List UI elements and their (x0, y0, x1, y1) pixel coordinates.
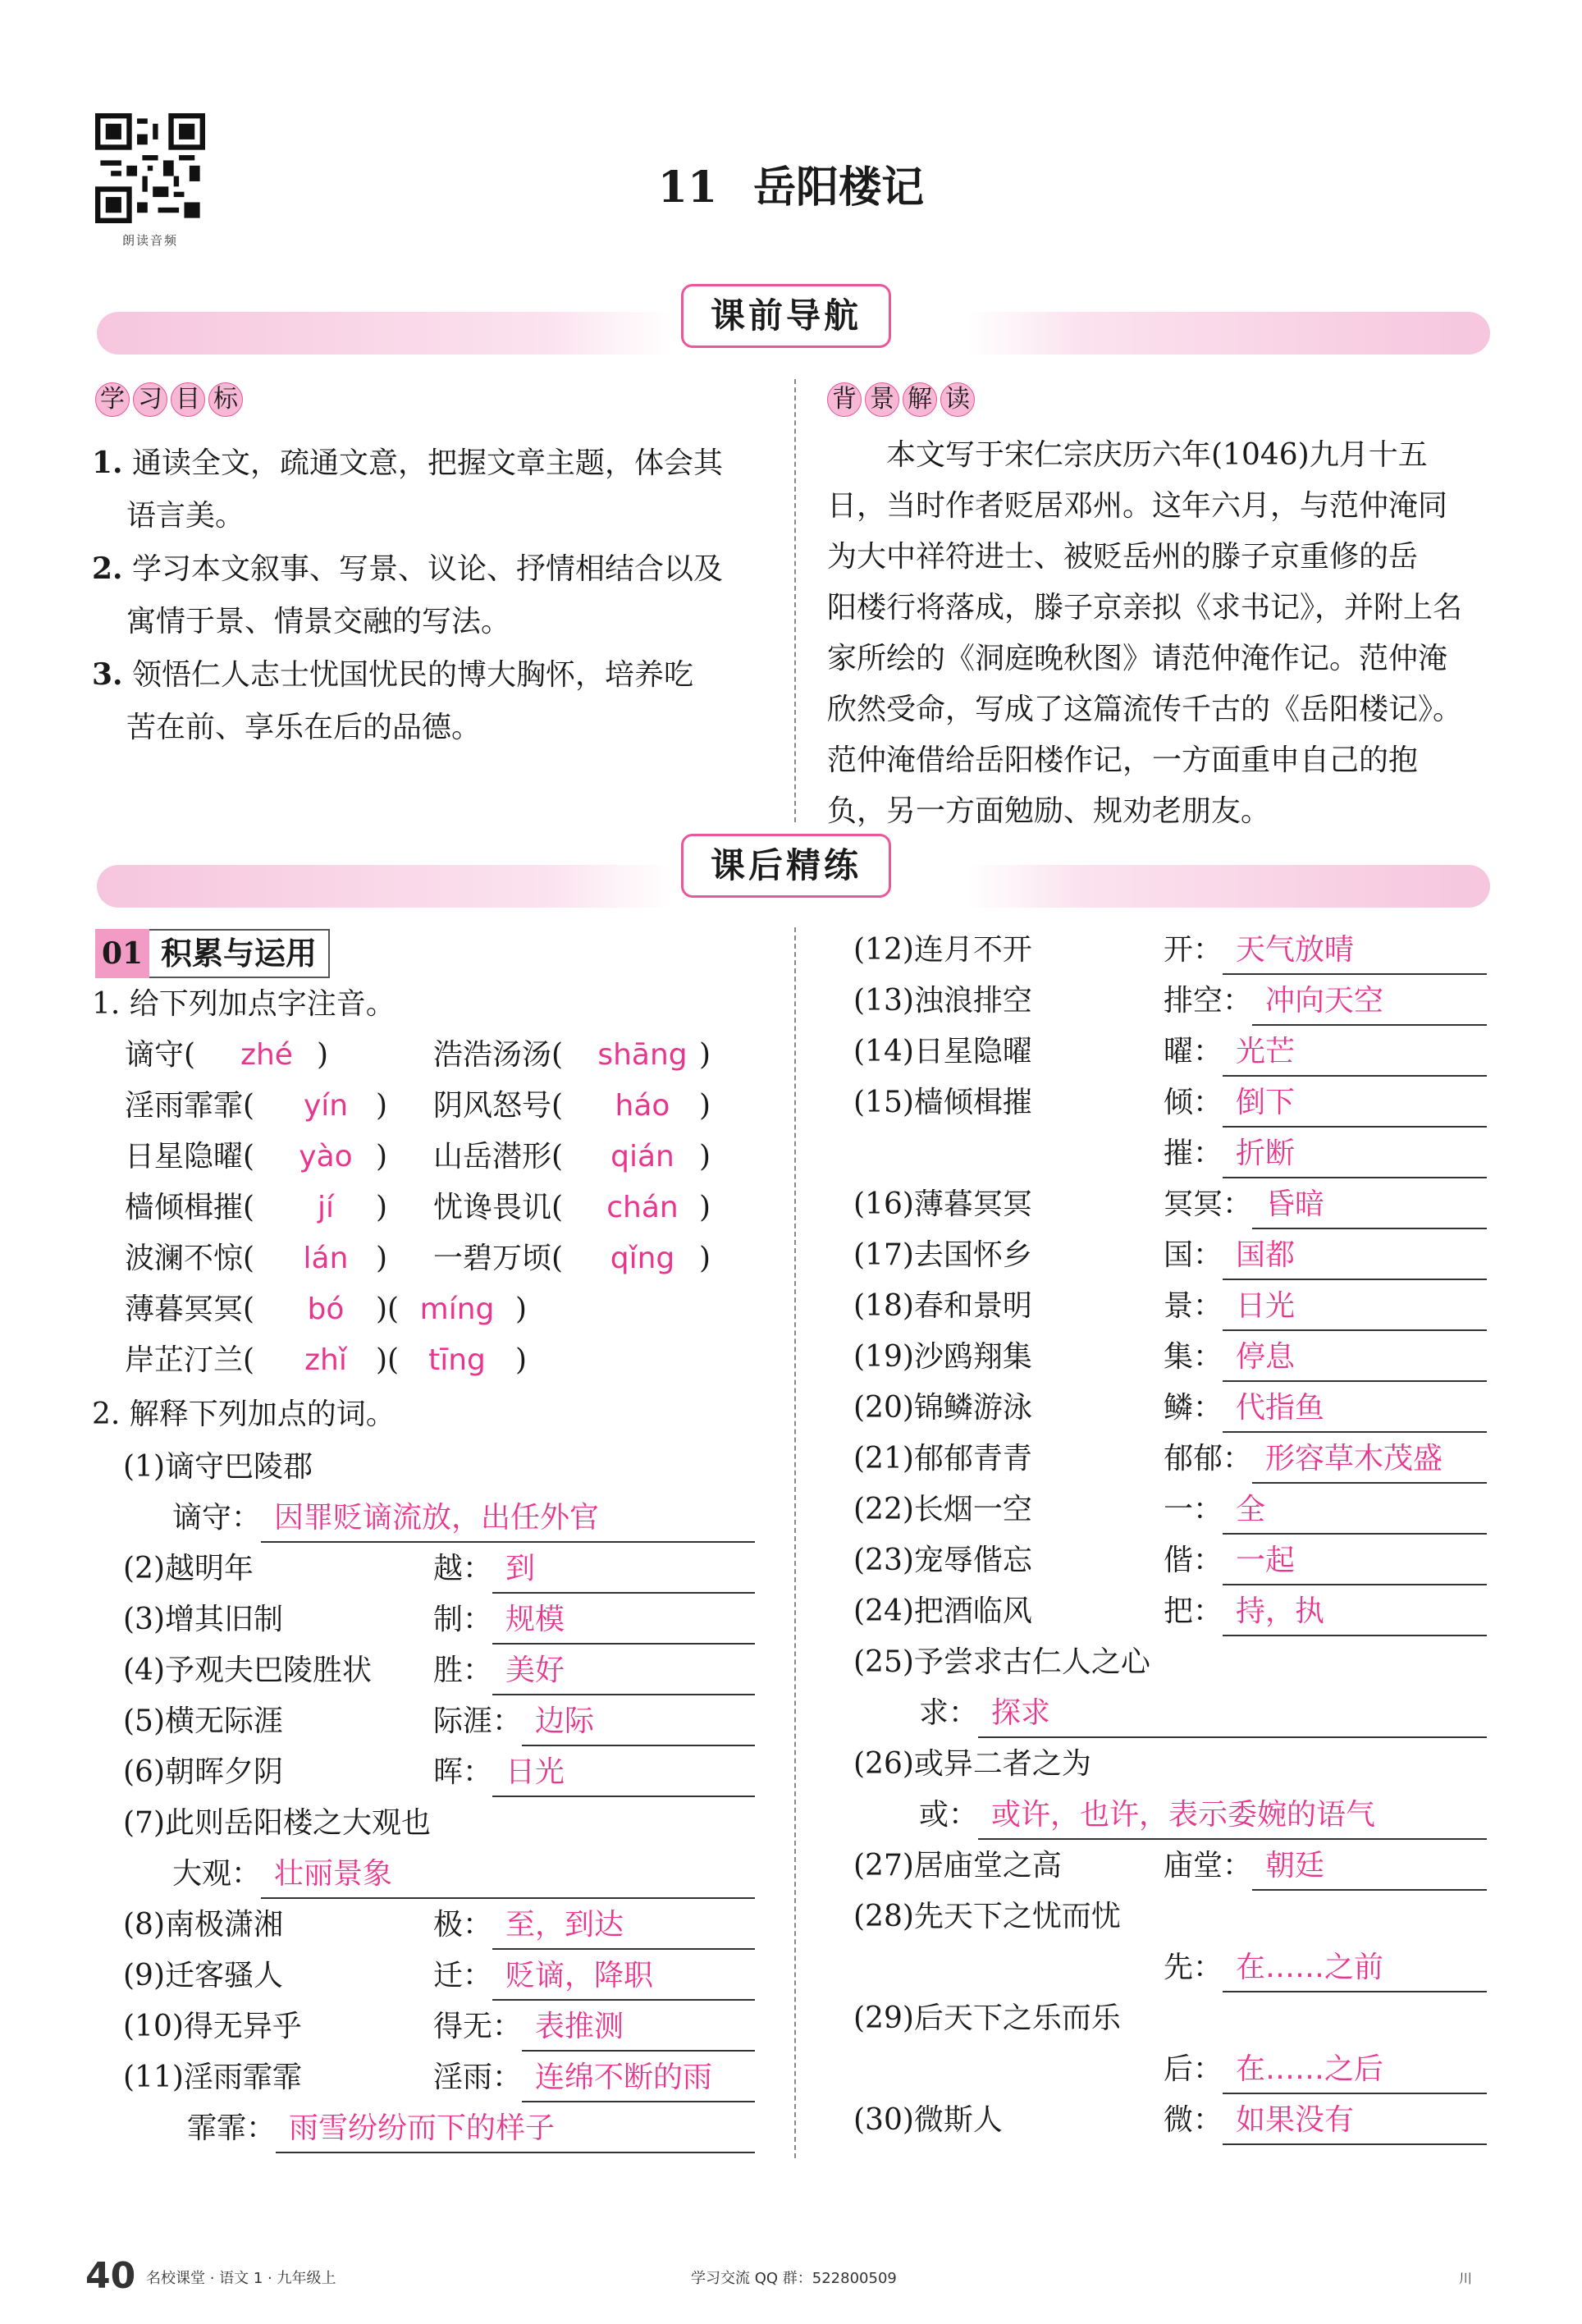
pinyin-paren: ) (376, 1242, 388, 1275)
def-answer-line (1223, 2098, 1487, 2145)
pinyin-paren: ) (515, 1343, 528, 1377)
lesson-number: 11 (657, 162, 718, 213)
pinyin-word: 淫雨霏霏( (125, 1089, 255, 1123)
def-answer: 边际 (535, 1704, 595, 1738)
pinyin-word: 日星隐曜( (125, 1140, 255, 1173)
def-question: (29)后天下之乐而乐 (853, 2001, 1121, 2035)
def-question: (15)樯倾楫摧 (853, 1086, 1032, 1119)
column-divider-bottom (794, 927, 796, 2158)
def-question: (16)薄暮冥冥 (853, 1187, 1032, 1221)
def-key: 际涯： (433, 1704, 523, 1738)
def-answer: 倒下 (1236, 1086, 1296, 1119)
def-answer: 日光 (505, 1755, 565, 1789)
def-answer-line (261, 1851, 755, 1899)
def-key: 冥冥： (1164, 1187, 1253, 1221)
def-answer: 至，到达 (505, 1908, 624, 1942)
pinyin-answer: zhé (240, 1038, 293, 1072)
pinyin-answer: lán (303, 1242, 349, 1275)
def-answer: 冲向天空 (1265, 984, 1384, 1018)
pinyin-paren: )( (376, 1343, 400, 1377)
pinyin-answer: míng (419, 1292, 495, 1326)
def-answer: 光芒 (1236, 1035, 1296, 1068)
def-question: (1)谪守巴陵郡 (123, 1450, 313, 1484)
goals-list: 1. 通读全文，疏通文意，把握文章主题，体会其 语言美。 2. 学习本文叙事、写景、议论、抒情相结合以及 寓情于景、情景交融的写法。 3. 领悟仁人志士忧国忧民的博大胸怀，培养吃 苦在前、享乐在后的品德。 (92, 437, 773, 754)
def-answer-line (492, 1648, 755, 1695)
goal-item: 2. 学习本文叙事、写景、议论、抒情相结合以及 (92, 551, 724, 586)
def-answer-line (1252, 978, 1487, 1026)
def-question: (8)南极潇湘 (123, 1908, 283, 1942)
pinyin-paren: ) (376, 1140, 388, 1173)
pinyin-paren: ) (699, 1242, 711, 1275)
def-key: 景： (1164, 1289, 1223, 1323)
lesson-title: 岳阳楼记 (753, 162, 925, 213)
pinyin-paren: ) (376, 1089, 388, 1123)
goal-item: 1. 通读全文，疏通文意，把握文章主题，体会其 (92, 446, 724, 480)
def-key: 霏霏： (187, 2111, 277, 2145)
pinyin-answer: qǐng (610, 1242, 675, 1275)
def-question: (28)先天下之忧而忧 (853, 1900, 1121, 1933)
def-answer: 折断 (1236, 1137, 1296, 1170)
pinyin-word: 波澜不惊( (125, 1242, 255, 1275)
def-key: 谪守： (172, 1501, 262, 1535)
def-answer: 规模 (505, 1603, 565, 1636)
def-answer-line (1252, 1182, 1487, 1229)
pinyin-paren: ) (699, 1140, 711, 1173)
def-key: 大观： (172, 1857, 262, 1891)
def-answer-line (492, 1750, 755, 1797)
def-answer: 持，执 (1236, 1594, 1325, 1628)
def-key: 淫雨： (433, 2061, 523, 2094)
def-key: 求： (919, 1696, 979, 1730)
pinyin-word: 山岳潜形( (433, 1140, 564, 1173)
def-question: (24)把酒临风 (853, 1594, 1032, 1628)
def-question: (19)沙鸥翔集 (853, 1340, 1032, 1374)
pinyin-answer: shāng (597, 1038, 688, 1072)
def-answer: 美好 (505, 1654, 565, 1687)
def-answer: 连绵不断的雨 (535, 2061, 713, 2094)
def-answer-line (522, 2055, 755, 2102)
def-key: 胜： (433, 1654, 493, 1687)
def-key: 一： (1164, 1493, 1223, 1526)
def-key: 后： (1164, 2052, 1223, 2086)
def-question: (11)淫雨霏霏 (123, 2061, 302, 2094)
pinyin-word: 一碧万顷( (433, 1242, 564, 1275)
def-answer: 或许，也许，表示委婉的语气 (991, 1798, 1376, 1832)
def-key: 集： (1164, 1340, 1223, 1374)
def-answer: 壮丽景象 (274, 1857, 393, 1891)
def-key: 倾： (1164, 1086, 1223, 1119)
def-answer-line (978, 1690, 1487, 1738)
def-question: (22)长烟一空 (853, 1493, 1032, 1526)
def-question: (13)浊浪排空 (853, 984, 1032, 1018)
def-answer: 雨雪纷纷而下的样子 (289, 2111, 556, 2145)
def-key: 微： (1164, 2103, 1223, 2137)
def-key: 越： (433, 1552, 493, 1585)
def-answer: 代指鱼 (1236, 1391, 1325, 1425)
def-key: 迁： (433, 1959, 493, 1992)
def-answer: 如果没有 (1236, 2103, 1355, 2137)
pinyin-answer: háo (615, 1089, 670, 1123)
def-key: 得无： (433, 2010, 523, 2043)
def-answer-line (978, 1792, 1487, 1840)
def-question: (7)此则岳阳楼之大观也 (123, 1806, 431, 1840)
def-answer: 在……之后 (1236, 2052, 1384, 2086)
def-key: 把： (1164, 1594, 1223, 1628)
section-header-practice: 课后精练 (681, 834, 891, 898)
def-question: (17)去国怀乡 (853, 1238, 1032, 1272)
def-question: (9)迁客骚人 (123, 1959, 283, 1992)
def-question: (10)得无异乎 (123, 2010, 302, 2043)
qr-caption: 朗读音频 (121, 233, 178, 248)
def-key: 或： (919, 1798, 979, 1832)
pinyin-word: 谪守( (125, 1038, 196, 1072)
background-tag: 背 景 解 读 (827, 382, 978, 417)
decor-band-left-2 (97, 865, 671, 908)
def-question: (25)予尝求古仁人之心 (853, 1645, 1150, 1679)
def-answer-line (492, 1546, 755, 1594)
def-question: (14)日星隐曜 (853, 1035, 1032, 1068)
q2-label: 2. 解释下列加点的词。 (92, 1398, 396, 1431)
def-key: 排空： (1164, 984, 1253, 1018)
pinyin-paren: ) (699, 1038, 711, 1072)
def-answer: 国都 (1236, 1238, 1296, 1272)
book-info: 名校课堂 · 语文 1 · 九年级上 (146, 2270, 336, 2287)
def-question: (6)朝晖夕阴 (123, 1755, 283, 1789)
decor-band-right (968, 312, 1490, 355)
def-question: (23)宠辱偕忘 (853, 1544, 1032, 1577)
q1-label: 1. 给下列加点字注音。 (92, 987, 396, 1021)
def-key: 国： (1164, 1238, 1223, 1272)
section-header-preview: 课前导航 (681, 284, 891, 348)
qq-group: 学习交流 QQ 群：522800509 (691, 2270, 897, 2287)
pinyin-word: 樯倾楫摧( (125, 1191, 255, 1224)
def-question: (4)予观夫巴陵胜状 (123, 1654, 372, 1687)
def-answer-line (492, 1953, 755, 2001)
def-key: 晖： (433, 1755, 493, 1789)
def-question: (2)越明年 (123, 1552, 254, 1585)
def-question: (26)或异二者之为 (853, 1747, 1091, 1781)
def-question: (20)锦鳞游泳 (853, 1391, 1032, 1425)
region-code: 川 (1459, 2271, 1473, 2286)
pinyin-answer: yào (299, 1140, 353, 1173)
pinyin-word: 岸芷汀兰( (125, 1343, 255, 1377)
def-answer: 一起 (1236, 1544, 1296, 1577)
def-answer: 到 (505, 1552, 536, 1585)
def-answer: 在……之前 (1236, 1951, 1384, 1984)
page-number: 40 (85, 2255, 136, 2297)
def-answer: 贬谪，降职 (505, 1959, 654, 1992)
def-answer-line (522, 2004, 755, 2052)
def-answer-line (1223, 1487, 1487, 1535)
def-answer-line (522, 1699, 755, 1746)
def-key: 先： (1164, 1951, 1223, 1984)
def-answer-line (1223, 1334, 1487, 1382)
pinyin-answer: bó (307, 1292, 345, 1326)
def-answer-line (261, 1495, 755, 1543)
def-key: 郁郁： (1164, 1442, 1253, 1475)
def-question: (27)居庙堂之高 (853, 1849, 1062, 1883)
def-answer-line (1223, 1589, 1487, 1636)
pinyin-word: 薄暮冥冥( (125, 1292, 255, 1326)
def-answer-line (1223, 1080, 1487, 1128)
def-answer-line (492, 1597, 755, 1645)
def-answer: 形容草木茂盛 (1265, 1442, 1443, 1475)
def-key: 庙堂： (1164, 1849, 1253, 1883)
pinyin-paren: ) (699, 1191, 711, 1224)
pinyin-paren: ) (699, 1089, 711, 1123)
def-answer: 探求 (991, 1696, 1051, 1730)
pinyin-paren: ) (317, 1038, 329, 1072)
pinyin-answer: chán (606, 1191, 679, 1224)
def-question: (3)增其旧制 (123, 1603, 283, 1636)
def-question: (18)春和景明 (853, 1289, 1032, 1323)
def-answer-line (1223, 1945, 1487, 1992)
decor-band-right-2 (968, 865, 1490, 908)
def-answer: 停息 (1236, 1340, 1296, 1374)
def-answer: 朝廷 (1265, 1849, 1325, 1883)
part-01-header: 01 积累与运用 (95, 929, 330, 978)
def-key: 曜： (1164, 1035, 1223, 1068)
decor-band-left (97, 312, 671, 355)
def-answer: 全 (1236, 1493, 1266, 1526)
background-text: 本文写于宋仁宗庆历六年(1046)九月十五 日，当时作者贬居邓州。这年六月，与范仲淹同 为大中祥符进士、被贬岳州的滕子京重修的岳 阳楼行将落成，滕子京亲拟《求书记》，并附上名 家所绘的《洞庭晚秋图》请范仲淹作记。范仲淹 欣然受命，写成了这篇流传千古的《岳阳楼记》。 范仲淹借给岳阳楼作记，一方面重申自己的抱 负，另一方面勉励、规劝老朋友。 (827, 438, 1463, 828)
pinyin-answer: zhǐ (304, 1343, 347, 1377)
def-answer-line (1223, 1538, 1487, 1585)
def-answer-line (1223, 927, 1487, 975)
pinyin-answer: yín (303, 1089, 349, 1123)
goals-tag: 学 习 目 标 (95, 382, 246, 417)
column-divider-top (794, 379, 796, 822)
def-answer-line (492, 1902, 755, 1950)
pinyin-word: 忧谗畏讥( (433, 1191, 564, 1224)
def-key: 开： (1164, 933, 1223, 967)
def-key: 摧： (1164, 1137, 1223, 1170)
goal-item: 3. 领悟仁人志士忧国忧民的博大胸怀，培养吃 (92, 657, 694, 692)
page-title (0, 153, 1582, 214)
def-answer: 表推测 (535, 2010, 624, 2043)
pinyin-answer: jí (317, 1191, 334, 1224)
def-key: 制： (433, 1603, 493, 1636)
def-answer: 天气放晴 (1236, 933, 1355, 967)
def-question: (12)连月不开 (853, 933, 1032, 967)
def-question: (5)横无际涯 (123, 1704, 283, 1738)
def-answer-line (1223, 1283, 1487, 1331)
pinyin-paren: ) (376, 1191, 388, 1224)
def-answer-line (1223, 1131, 1487, 1178)
def-question: (21)郁郁青青 (853, 1442, 1032, 1475)
pinyin-answer: qián (610, 1140, 674, 1173)
def-key: 鳞： (1164, 1391, 1223, 1425)
pinyin-paren: )( (376, 1292, 400, 1326)
def-answer-line (1223, 1385, 1487, 1433)
def-answer-line (1223, 1233, 1487, 1280)
def-answer-line (1252, 1843, 1487, 1891)
pinyin-word: 浩浩汤汤( (433, 1038, 564, 1072)
def-question: (30)微斯人 (853, 2103, 1003, 2137)
pinyin-word: 阴风怒号( (433, 1089, 564, 1123)
def-answer-line (1223, 2047, 1487, 2094)
def-key: 偕： (1164, 1544, 1223, 1577)
def-answer-line (1252, 1436, 1487, 1484)
pinyin-answer: tīng (428, 1343, 486, 1377)
def-answer: 日光 (1236, 1289, 1296, 1323)
def-answer-line (1223, 1029, 1487, 1077)
pinyin-paren: ) (515, 1292, 528, 1326)
def-answer: 因罪贬谪流放，出任外官 (274, 1501, 600, 1535)
def-answer-line (276, 2106, 755, 2153)
def-key: 极： (433, 1908, 493, 1942)
def-answer: 昏暗 (1265, 1187, 1325, 1221)
